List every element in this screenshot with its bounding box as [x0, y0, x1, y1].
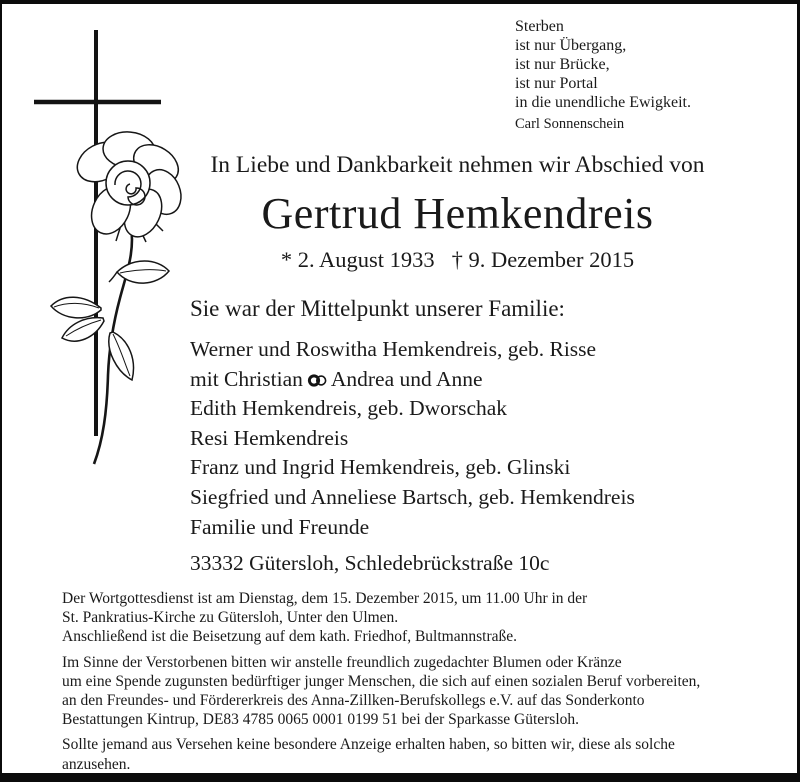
- service-line: St. Pankratius-Kirche zu Gütersloh, Unter den Ulmen.: [62, 609, 399, 627]
- birth-date: * 2. August 1933: [280, 247, 435, 272]
- mourner-line: Siegfried und Anneliese Bartsch, geb. Hemkendreis: [190, 484, 635, 509]
- closing-line: Sollte jemand aus Versehen keine besondere Anzeige erhalten haben, so bitten wir, diese als solche: [62, 736, 675, 754]
- mourner-line: Franz und Ingrid Hemkendreis, geb. Glinski: [190, 455, 571, 480]
- deceased-name: Gertrud Hemkendreis: [261, 189, 654, 238]
- epigraph-line: ist nur Portal: [515, 75, 598, 92]
- epigraph-author: Carl Sonnenschein: [515, 116, 625, 132]
- epigraph-line: in die unendliche Ewigkeit.: [515, 94, 691, 111]
- service-line: Anschließend ist die Beisetzung auf dem kath. Friedhof, Bultmannstraße.: [62, 628, 517, 646]
- mourner-line: Werner und Roswitha Hemkendreis, geb. Risse: [190, 337, 597, 361]
- closing-paragraph: [62, 735, 700, 773]
- mourners-list: [190, 335, 635, 542]
- intro-line: In Liebe und Dankbarkeit nehmen wir Abschied von: [210, 152, 705, 178]
- address-line: 33332 Gütersloh, Schledebrückstraße 10c: [190, 551, 550, 575]
- mourner-line-before-rings: mit Christian: [190, 366, 303, 391]
- mourner-line: Resi Hemkendreis: [190, 425, 349, 450]
- mourner-line: [190, 365, 635, 395]
- cross-and-rose-art: [25, 20, 200, 480]
- marriage-rings-icon: [306, 373, 329, 388]
- service-paragraph: [62, 589, 700, 647]
- donation-line: um eine Spende zugunsten bedürftiger junger Menschen, die sich auf einen sozialen Beruf vorbereiten,: [62, 672, 701, 690]
- death-date: † 9. Dezember 2015: [451, 247, 635, 272]
- life-dates: [185, 247, 730, 273]
- mourner-line-after-rings: Andrea und Anne: [330, 366, 483, 391]
- epigraph-line: ist nur Übergang,: [515, 37, 627, 54]
- closing-line: anzusehen.: [62, 755, 131, 773]
- announcements: [62, 589, 700, 780]
- donation-line: an den Freundes- und Fördererkreis des Anna-Zillken-Berufskollegs e.V. auf das Sonderkonto: [62, 692, 645, 710]
- donation-line: Im Sinne der Verstorbenen bitten wir anstelle freundlich zugedachter Blumen oder Kränze: [62, 653, 622, 671]
- family-lead: Sie war der Mittelpunkt unserer Familie:: [190, 296, 565, 321]
- epigraph-line: ist nur Brücke,: [515, 56, 610, 73]
- rose-icon: [51, 130, 187, 464]
- epigraph-line: Sterben: [515, 18, 564, 35]
- mourner-line: Familie und Freunde: [190, 514, 370, 539]
- mourner-line: Edith Hemkendreis, geb. Dworschak: [190, 396, 508, 421]
- donation-line: Bestattungen Kintrup, DE83 4785 0065 0001 0199 51 bei der Sparkasse Gütersloh.: [62, 711, 580, 729]
- epigraph: [515, 17, 691, 134]
- service-line: Der Wortgottesdienst ist am Dienstag, dem 15. Dezember 2015, um 11.00 Uhr in der: [62, 590, 588, 607]
- donation-paragraph: [62, 653, 700, 730]
